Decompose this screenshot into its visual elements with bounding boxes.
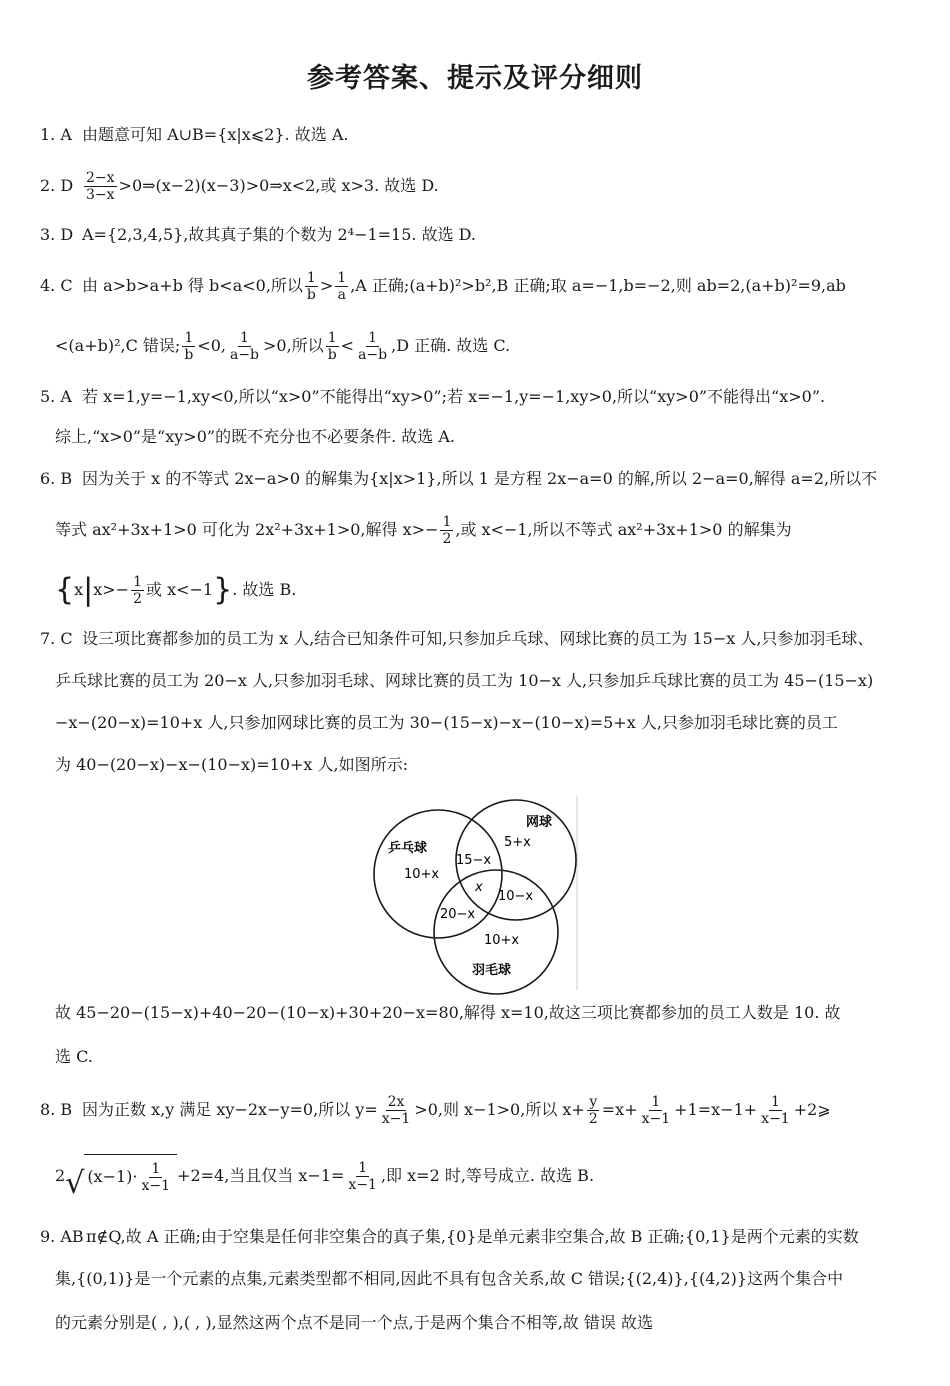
square-root — [65, 1154, 177, 1199]
answer-9-line-2 — [55, 1268, 915, 1290]
answer-text: <0, — [197, 336, 226, 355]
fraction: $\frac{1}{x-1}$ — [348, 1160, 377, 1193]
fraction: $\frac{2-x}{3-x}$ — [86, 170, 115, 203]
fraction: $\frac{1}{x-1}$ — [141, 1160, 171, 1194]
page-title: 参考答案、提示及评分细则 — [307, 63, 643, 94]
answer-text: ,A 正确;(a+b)²>b²,B 正确;取 a=−1,b=−2,则 ab=2,(a+b)²=9,ab — [350, 276, 846, 295]
brace-left: { — [55, 572, 75, 608]
answer-text: ,或 x<−1,所以不等式 ax²+3x+1>0 的解集为 — [455, 520, 792, 539]
fraction: $\frac{1}{a}$ — [337, 270, 347, 303]
answer-number: 3. D — [40, 225, 74, 244]
fraction: $\frac{1}{x-1}$ — [641, 1094, 671, 1127]
answer-text: 2 — [55, 1166, 66, 1185]
fraction: $\frac{1}{b}$ — [327, 330, 337, 363]
answer-1 — [40, 124, 920, 146]
region-center: x — [475, 880, 483, 895]
answer-text: 集,{(0,1)}是一个元素的点集,元素类型都不相同,因此不具有包含关系,故 C 错误;{(2,4)},{(4,2)}这两个集合中 — [55, 1269, 844, 1288]
answer-text: =x+ — [601, 1100, 638, 1119]
region-tennis-badminton: 10−x — [498, 889, 534, 904]
fraction: $\frac{1}{2}$ — [442, 514, 452, 547]
answer-number: 7. C — [40, 629, 73, 648]
answer-text: +2=4,当且仅当 x−1= — [177, 1166, 345, 1185]
answer-text: ,D 正确. 故选 C. — [391, 336, 511, 355]
fraction: $\frac{2x}{x-1}$ — [381, 1094, 411, 1127]
answer-4-line-2 — [55, 328, 935, 364]
answer-text: <(a+b)²,C 错误; — [55, 336, 181, 355]
answer-text: 综上,“x>0”是“xy>0”的既不充分也不必要条件. 故选 A. — [55, 427, 455, 446]
venn-diagram — [368, 796, 580, 996]
answer-text: 若 x=1,y=−1,xy<0,所以“x>0”不能得出“xy>0”;若 x=−1,y=−1,xy>0,所以“xy>0”不能得出“x>0”. — [82, 387, 826, 406]
answer-7-line-2 — [55, 670, 915, 692]
label-pingpong: 乒乓球 — [388, 841, 428, 856]
answer-2 — [40, 170, 920, 203]
answer-text: A={2,3,4,5},故其真子集的个数为 2⁴−1=15. 故选 D. — [82, 225, 477, 244]
answer-text: 由题意可知 A∪B={x|x⩽2}. 故选 A. — [82, 125, 349, 144]
answer-7-line-6 — [55, 1046, 915, 1068]
answer-text: (x−1)· — [87, 1167, 138, 1186]
answer-number: 8. B — [40, 1100, 73, 1119]
answer-text: 因为正数 x,y 满足 xy−2x−y=0,所以 y= — [82, 1100, 378, 1119]
answer-9-line-3 — [55, 1312, 915, 1334]
answer-text: 的元素分别是( , ),( , ),显然这两个点不是同一个点,于是两个集合不相等,故 错误 故选 — [55, 1313, 654, 1332]
answer-text: 乒乓球比赛的员工为 20−x 人,只参加羽毛球、网球比赛的员工为 10−x 人,只参加乒乓球比赛的员工为 45−(15−x) — [55, 671, 874, 690]
fraction: $\frac{y}{2}$ — [588, 1094, 598, 1127]
answer-text: x>− — [93, 580, 130, 599]
answer-number: 9. AB — [40, 1227, 84, 1246]
radical-sign: √ — [65, 1166, 85, 1199]
answer-text: 等式 ax²+3x+1>0 可化为 2x²+3x+1>0,解得 x>− — [55, 520, 439, 539]
fraction: $\frac{1}{a-b}$ — [358, 330, 388, 363]
answer-text: < — [340, 336, 355, 355]
set-bar: | — [83, 572, 94, 608]
answer-text: 为 40−(20−x)−x−(10−x)=10+x 人,如图所示: — [55, 755, 408, 774]
answer-6-line-3 — [55, 572, 915, 608]
answer-8-line-1 — [40, 1092, 920, 1128]
fraction: $\frac{1}{x-1}$ — [761, 1094, 790, 1127]
answer-7-line-3 — [55, 712, 915, 734]
fraction: $\frac{1}{a-b}$ — [229, 330, 259, 363]
answer-text: −x−(20−x)=10+x 人,只参加网球比赛的员工为 30−(15−x)−x−(10−x)=5+x 人,只参加羽毛球比赛的员工 — [55, 713, 838, 732]
answer-text: 设三项比赛都参加的员工为 x 人,结合已知条件可知,只参加乒乓球、网球比赛的员工为 15−x 人,只参加羽毛球、 — [82, 629, 874, 648]
answer-text: 由 a>b>a+b 得 b<a<0,所以 — [82, 276, 303, 295]
answer-text: >0,则 x−1>0,所以 x+ — [414, 1100, 585, 1119]
fraction: $\frac{1}{2}$ — [133, 574, 142, 607]
answer-8-line-2 — [55, 1154, 915, 1199]
label-badminton: 羽毛球 — [472, 963, 512, 978]
answer-number: 2. D — [40, 176, 74, 195]
fraction: $\frac{1}{b}$ — [184, 330, 194, 363]
answer-text: . 故选 B. — [232, 580, 297, 599]
answer-7-line-4 — [55, 754, 915, 776]
answer-number: 4. C — [40, 276, 73, 295]
answer-6-line-1 — [40, 468, 920, 490]
fraction: $\frac{1}{b}$ — [306, 270, 316, 303]
answer-6-line-2 — [55, 512, 915, 548]
answer-text: +1=x−1+ — [674, 1100, 758, 1119]
answer-text: >0,所以 — [263, 336, 324, 355]
answer-4-line-1 — [40, 268, 920, 304]
answer-7-line-5 — [55, 1002, 915, 1024]
answer-9-line-1 — [40, 1226, 920, 1248]
region-only-badminton: 10+x — [484, 933, 520, 948]
answer-3 — [40, 224, 920, 246]
answer-number: 1. A — [40, 125, 72, 144]
label-tennis: 网球 — [526, 815, 553, 830]
answer-text: 选 C. — [55, 1047, 93, 1066]
answer-text: 因为关于 x 的不等式 2x−a>0 的解集为{x|x>1},所以 1 是方程 2x−a=0 的解,所以 2−a=0,解得 a=2,所以不 — [82, 469, 878, 488]
answer-text: 故 45−20−(15−x)+40−20−(10−x)+30+20−x=80,解得 x=10,故这三项比赛都参加的员工人数是 10. 故 — [55, 1003, 841, 1022]
answer-7-line-1 — [40, 628, 920, 650]
region-only-pingpong: 10+x — [404, 867, 440, 882]
answer-5-line-1 — [40, 386, 920, 408]
answer-text: ,即 x=2 时,等号成立. 故选 B. — [380, 1166, 595, 1185]
answer-text: π∉Q,故 A 正确;由于空集是任何非空集合的真子集,{0}是单元素非空集合,故 B 正确;{0,1}是两个元素的实数 — [86, 1227, 859, 1246]
answer-text: +2⩾ — [793, 1100, 831, 1119]
brace-right: } — [213, 572, 233, 608]
region-pingpong-tennis: 15−x — [456, 853, 492, 868]
answer-text: 或 x<−1 — [146, 580, 214, 599]
answer-text: > — [319, 276, 334, 295]
answer-5-line-2 — [55, 426, 915, 448]
answer-number: 6. B — [40, 469, 73, 488]
answer-number: 5. A — [40, 387, 72, 406]
answer-text: >0⇒(x−2)(x−3)>0⇒x<2,或 x>3. 故选 D. — [118, 176, 439, 195]
answer-text: x — [74, 580, 84, 599]
region-only-tennis: 5+x — [504, 835, 531, 850]
region-pingpong-badminton: 20−x — [440, 907, 476, 922]
